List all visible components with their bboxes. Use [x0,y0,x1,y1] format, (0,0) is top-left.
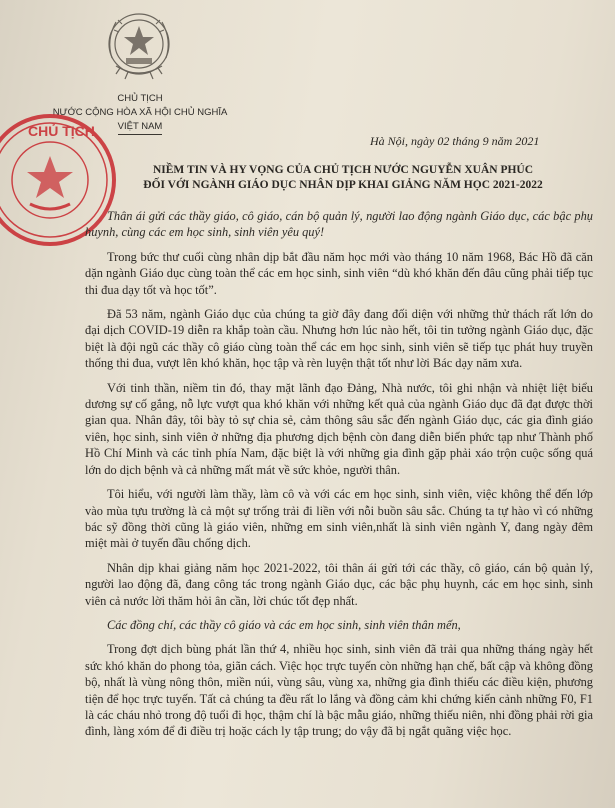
salutation-paragraph: Các đồng chí, các thầy cô giáo và các em học sinh, sinh viên thân mến, [107,617,461,632]
letter-date: Hà Nội, ngày 02 tháng 9 năm 2021 [370,134,540,148]
body-paragraph-2: Đã 53 năm, ngành Giáo dục của chúng ta giờ đây đang đối diện với những thử thách rất lớn do đại dịch COVID-19 diễn ra khắp toàn cầu. Nhưng hơn lúc nào hết, tôi tin tưởng ngành Giáo dục, đặc biệt là đội ngũ các thầy cô giáo cùng toàn thể các em học sinh, sinh viên sẽ tiếp tục phát huy truyền thống thi đua, vượt lên khó khăn, học tập và rèn luyện thật tốt như lời Bác dạy năm xưa. [85,307,593,371]
body-paragraph-7: Trong đợt dịch bùng phát lần thứ 4, nhiều học sinh, sinh viên đã trải qua những tháng ngày hết sức khó khăn do phong tỏa, giãn cách. Việc học trực tuyến còn những hạn chế, bất cập và không đồng bộ, nhất là vùng nông thôn, miền núi, vùng sâu, vùng xa, những gia đình thiếu các điều kiện, phương tiện để học trực tuyến. Tất cả chúng ta đều rất lo lắng và đồng cảm khi chứng kiến cảnh những F0, F1 là các cháu nhỏ trong độ tuổi đi học, thậm chí là bậc mẫu giáo, những thiếu niên, nhi đồng phải rời gia đình, làng xóm để đi điều trị hoặc cách ly tập trung; do vậy đã bị ngắt quãng việc học. [85,642,593,739]
issuer-title: CHỦ TỊCH [117,93,163,104]
national-emblem-icon [98,6,180,86]
issuer-country-line1: NƯỚC CỘNG HÒA XÃ HỘI CHỦ NGHĨA [52,107,228,118]
issuer-country-line2: VIỆT NAM [118,120,163,135]
title-line-2: ĐỐI VỚI NGÀNH GIÁO DỤC NHÂN DỊP KHAI GIẢNG NĂM HỌC 2021-2022 [143,179,543,191]
body-paragraph-5: Nhân dịp khai giảng năm học 2021-2022, tôi thân ái gửi tới các thầy, cô giáo, cán bộ quản lý, người lao động đã, đang công tác trong ngành Giáo dục, các bậc phụ huynh, các em học sinh, sinh viên cả nước lời thăm hỏi ân cần, lời chúc tốt đẹp nhất. [85,560,593,608]
greeting-paragraph: Thân ái gửi các thầy giáo, cô giáo, cán bộ quản lý, người lao động ngành Giáo dục, các bậc phụ huynh, cùng các em học sinh, sinh viên yêu quý! [85,209,593,240]
letter-body [85,208,593,748]
body-paragraph-1: Trong bức thư cuối cùng nhân dịp bắt đầu năm học mới vào tháng 10 năm 1968, Bác Hồ đã căn dặn ngành Giáo dục cùng toàn thể các em học sinh, sinh viên “dù khó khăn đến đâu cũng phải tiếp tục thi đua dạy tốt và học tốt”. [85,249,593,297]
title-line-1: NIỀM TIN VÀ HY VỌNG CỦA CHỦ TỊCH NƯỚC NGUYỄN XUÂN PHÚC [152,164,534,176]
body-paragraph-3: Với tinh thần, niềm tin đó, thay mặt lãnh đạo Đảng, Nhà nước, tôi ghi nhận và nhiệt liệt biểu dương sự cố gắng, nỗ lực vượt qua khó khăn với những kết quả của ngành Giáo dục đã đạt được thời gian qua. Nhân đây, tôi bày tỏ sự chia sẻ, cảm thông sâu sắc đến ngành Giáo dục, các gia đình giáo viên, học sinh, sinh viên ở những địa phương dịch bệnh còn đang diễn biến phức tạp như Thành phố Hồ Chí Minh và các tỉnh phía Nam, đặc biệt là với những gia đình gặp phải xáo trộn cuộc sống quá lớn do dịch bệnh và cả những mất mát về sức khỏe, người thân. [85,380,593,477]
svg-text:CHỦ TỊCH: CHỦ TỊCH [28,123,95,139]
letter-title [108,163,578,193]
body-paragraph-4: Tôi hiểu, với người làm thầy, làm cô và với các em học sinh, sinh viên, việc không thể đến lớp vào mùa tựu trường là cả một sự trống trải đi liền với nỗi buồn sâu sắc. Chúng ta tự hào vì có những bác sỹ đồng thời cũng là giáo viên, những em sinh viên,nhất là sinh viên ngành Y, đang ngày đêm miệt mài ở tuyến đầu chống dịch. [85,487,593,551]
